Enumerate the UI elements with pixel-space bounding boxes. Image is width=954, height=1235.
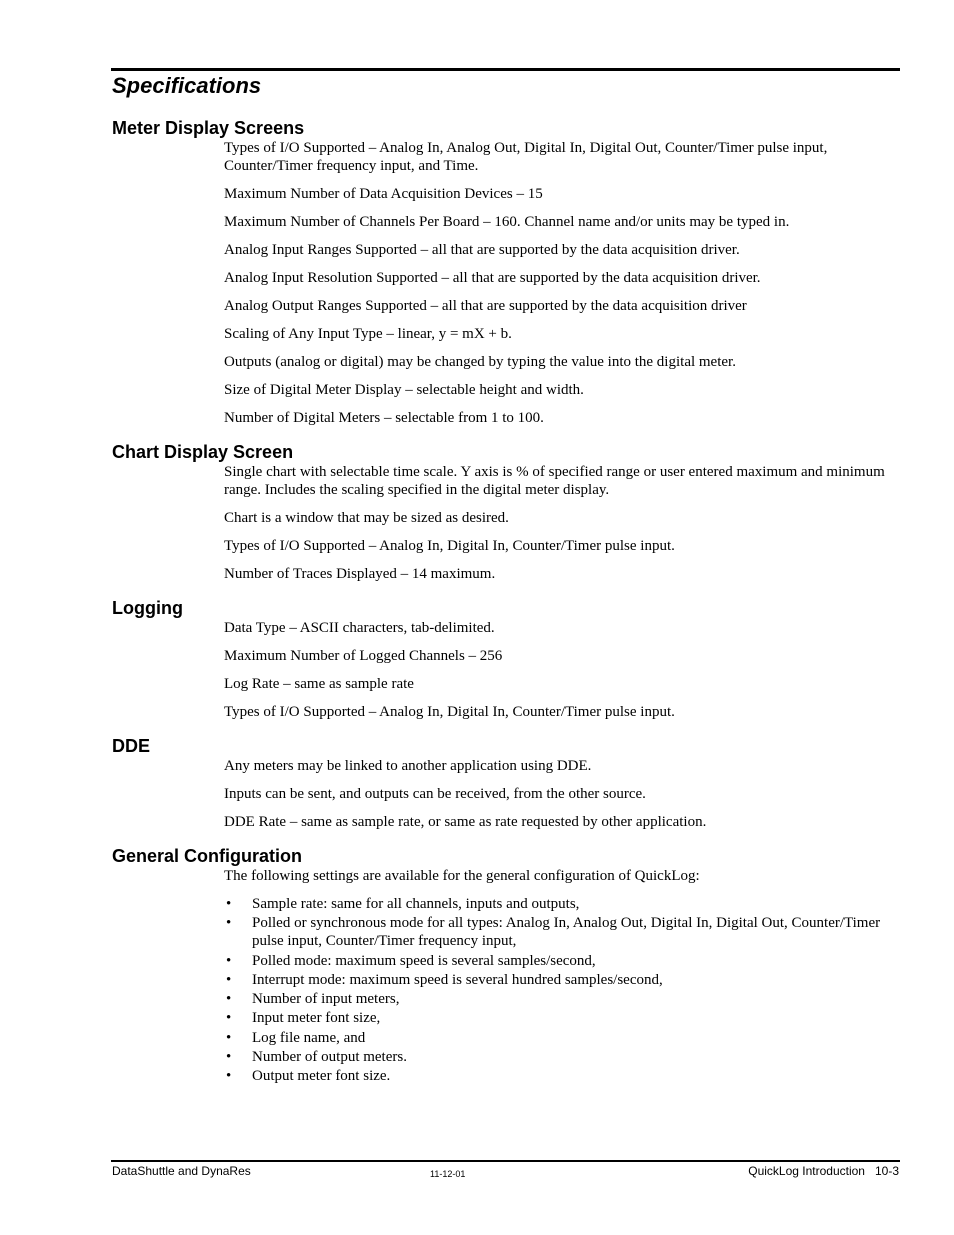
section-body (224, 139, 900, 427)
bullet-icon: • (226, 915, 232, 932)
section-heading: Chart Display Screen (112, 442, 294, 462)
bullet-icon: • (226, 952, 232, 969)
bullet-icon: • (226, 991, 232, 1008)
footer-right: QuickLog Introduction 10-3 (748, 1164, 899, 1178)
content-area (112, 113, 900, 1087)
footer-rule (111, 1160, 900, 1162)
paragraph: Scaling of Any Input Type – linear, y = mX + b. (224, 326, 512, 342)
paragraph: Types of I/O Supported – Analog In, Digital In, Counter/Timer pulse input. (224, 538, 675, 554)
section (112, 841, 900, 1085)
list-item (224, 1009, 900, 1027)
list-item (224, 1048, 900, 1066)
list-item-text: Sample rate: same for all channels, inputs and outputs, (252, 896, 580, 912)
list-item (224, 990, 900, 1008)
paragraph: Size of Digital Meter Display – selectable height and width. (224, 382, 584, 398)
section-heading: Meter Display Screens (112, 118, 305, 138)
paragraph: Number of Traces Displayed – 14 maximum. (224, 566, 496, 582)
list-item-text: Polled mode: maximum speed is several samples/second, (252, 952, 596, 969)
list-item (224, 971, 900, 989)
paragraph: Maximum Number of Channels Per Board – 160. Channel name and/or units may be typed in. (224, 214, 790, 230)
paragraph: Data Type – ASCII characters, tab-delimited. (224, 620, 495, 636)
section-body (224, 757, 900, 831)
bullet-icon: • (226, 1049, 232, 1066)
section-body (224, 619, 900, 721)
footer-left: DataShuttle and DynaRes (112, 1164, 251, 1178)
paragraph: Any meters may be linked to another application using DDE. (224, 758, 592, 774)
bullet-icon: • (226, 896, 232, 912)
list-item-text: Interrupt mode: maximum speed is several hundred samples/second, (252, 971, 663, 988)
list-item (224, 895, 900, 913)
section-body (224, 867, 900, 1085)
section (112, 437, 900, 583)
list-item (224, 952, 900, 970)
paragraph: The following settings are available for the general configuration of QuickLog: (224, 868, 700, 884)
list-item-text: Number of output meters. (252, 1049, 407, 1066)
top-rule (111, 68, 900, 71)
footer-date: 11-12-01 (430, 1169, 466, 1179)
paragraph: Chart is a window that may be sized as desired. (224, 510, 509, 526)
section (112, 731, 900, 831)
bullet-list (224, 895, 900, 1085)
paragraph: Single chart with selectable time scale. Y axis is % of specified range or user entered maximum and minimum range. Includes the scaling specified in the digital meter display. (224, 464, 885, 498)
section-body (224, 463, 900, 583)
list-item-text: Input meter font size, (252, 1010, 381, 1027)
paragraph: Types of I/O Supported – Analog In, Analog Out, Digital In, Digital Out, Counter/Timer pulse input, Counter/Timer frequency input, and Time. (224, 140, 828, 174)
paragraph: Types of I/O Supported – Analog In, Digital In, Counter/Timer pulse input. (224, 704, 675, 720)
list-item-text: Log file name, and (252, 1029, 366, 1046)
list-item (224, 1029, 900, 1047)
list-item (224, 914, 900, 950)
paragraph: Analog Input Ranges Supported – all that are supported by the data acquisition driver. (224, 242, 740, 258)
list-item-text: Number of input meters, (252, 991, 400, 1008)
paragraph: Outputs (analog or digital) may be changed by typing the value into the digital meter. (224, 354, 736, 370)
section-heading: Logging (112, 598, 183, 618)
section (112, 113, 900, 427)
bullet-icon: • (226, 1029, 232, 1046)
paragraph: Analog Input Resolution Supported – all that are supported by the data acquisition driver. (224, 270, 761, 286)
paragraph: DDE Rate – same as sample rate, or same as rate requested by other application. (224, 814, 707, 830)
section-heading: General Configuration (112, 846, 303, 866)
bullet-icon: • (226, 1068, 232, 1085)
paragraph: Inputs can be sent, and outputs can be received, from the other source. (224, 786, 646, 802)
paragraph: Log Rate – same as sample rate (224, 676, 414, 692)
paragraph: Analog Output Ranges Supported – all that are supported by the data acquisition driver (224, 298, 747, 314)
section-heading: DDE (112, 736, 151, 756)
bullet-icon: • (226, 1010, 232, 1027)
list-item-text: Polled or synchronous mode for all types: Analog In, Analog Out, Digital In, Digital Out, Counter/Timer pulse input, Counter/Timer frequency input, (252, 915, 881, 950)
paragraph: Number of Digital Meters – selectable from 1 to 100. (224, 410, 544, 426)
paragraph: Maximum Number of Data Acquisition Devices – 15 (224, 186, 543, 202)
section (112, 593, 900, 721)
page-title: Specifications (112, 73, 262, 98)
paragraph: Maximum Number of Logged Channels – 256 (224, 648, 503, 664)
bullet-icon: • (226, 971, 232, 988)
list-item (224, 1067, 900, 1085)
list-item-text: Output meter font size. (252, 1068, 391, 1085)
